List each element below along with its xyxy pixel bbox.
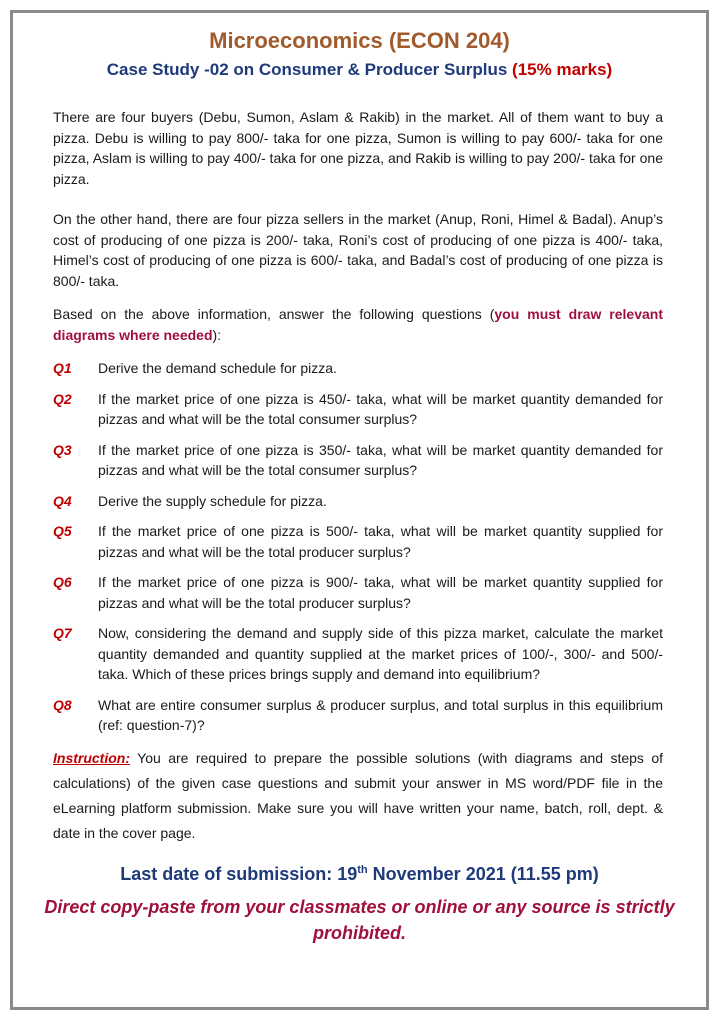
question-item bbox=[53, 521, 663, 562]
subtitle-text: Case Study -02 on Consumer & Producer Surplus bbox=[106, 60, 508, 79]
question-text: If the market price of one pizza is 350/- taka, what will be market quantity demanded for pizzas and what will be the total consumer surplus? bbox=[98, 441, 663, 478]
page-frame bbox=[10, 10, 709, 1010]
plagiarism-warning: Direct copy-paste from your classmates or online or any source is strictly prohibited. bbox=[44, 896, 675, 943]
page-title: Microeconomics (ECON 204) bbox=[209, 28, 510, 53]
question-label: Q8 bbox=[53, 696, 72, 713]
question-label: Q4 bbox=[53, 492, 72, 509]
deadline-ordinal: th bbox=[357, 863, 368, 876]
lead-emphasis: you must draw relevant diagrams where needed bbox=[53, 306, 664, 343]
question-text: If the market price of one pizza is 500/- taka, what will be market quantity supplied for pizzas and what will be the total producer surplus? bbox=[98, 523, 663, 560]
question-label: Q1 bbox=[53, 360, 72, 376]
sellers-paragraph: On the other hand, there are four pizza sellers in the market (Anup, Roni, Himel & Badal). Anup’s cost of producing of one pizza is 200/- taka, Roni’s cost of producing of one pizza is 400/- taka, Himel’s cost of producing of one pizza is 600/- taka, and Badal’s cost of producing of one pizza is 800/- taka. bbox=[53, 211, 663, 289]
deadline-prefix: Last date of submission: 19 bbox=[120, 863, 358, 884]
question-label: Q3 bbox=[53, 441, 72, 458]
question-text: Derive the supply schedule for pizza. bbox=[98, 492, 327, 509]
deadline-suffix: November 2021 (11.55 pm) bbox=[367, 863, 599, 884]
question-item bbox=[53, 389, 663, 430]
page-subtitle bbox=[13, 58, 706, 82]
question-text: Derive the demand schedule for pizza. bbox=[98, 360, 337, 376]
submission-deadline bbox=[13, 858, 706, 886]
question-item bbox=[53, 623, 663, 685]
instructions-lead-paragraph bbox=[53, 304, 663, 345]
question-list bbox=[53, 358, 663, 736]
document-body bbox=[13, 107, 706, 846]
question-item bbox=[53, 695, 663, 736]
question-item bbox=[53, 491, 663, 512]
question-label: Q5 bbox=[53, 523, 72, 539]
instruction-label: Instruction: bbox=[53, 749, 130, 766]
marks-label: (15% marks) bbox=[512, 60, 613, 79]
question-text: What are entire consumer surplus & producer surplus, and total surplus in this equilibrium (ref: question-7)? bbox=[98, 696, 663, 733]
question-text: If the market price of one pizza is 900/- taka, what will be market quantity supplied for pizzas and what will be the total producer surplus? bbox=[98, 574, 663, 611]
question-item bbox=[53, 572, 663, 613]
question-label: Q7 bbox=[53, 625, 72, 641]
lead-prefix: Based on the above information, answer the following questions ( bbox=[53, 306, 495, 322]
lead-suffix: ): bbox=[212, 326, 222, 343]
instruction-block bbox=[53, 746, 663, 846]
question-text: If the market price of one pizza is 450/- taka, what will be market quantity demanded for pizzas and what will be the total consumer surplus? bbox=[98, 390, 663, 427]
question-label: Q2 bbox=[53, 390, 72, 407]
header bbox=[13, 27, 706, 82]
question-item bbox=[53, 358, 663, 379]
question-label: Q6 bbox=[53, 574, 72, 590]
question-item bbox=[53, 440, 663, 481]
buyers-paragraph: There are four buyers (Debu, Sumon, Aslam & Rakib) in the market. All of them want to buy a pizza. Debu is willing to pay 800/- taka for one pizza, Sumon is willing to pay 600/- taka for one pizza, Aslam is willing to pay 400/- taka for one pizza, and Rakib is willing to pay 200/- taka for one pizza. bbox=[53, 109, 663, 187]
instruction-text: You are required to prepare the possible solutions (with diagrams and steps of calculations) of the given case questions and submit your answer in MS word/PDF file in the eLearning platform submission. Make sure you will have written your name, batch, roll, dept. & date in the cover page. bbox=[53, 749, 663, 841]
question-text: Now, considering the demand and supply side of this pizza market, calculate the market quantity demanded and quantity supplied at the market prices of 100/-, 300/- and 500/- taka. Which of these prices brings supply and demand into equilibrium? bbox=[98, 625, 663, 682]
